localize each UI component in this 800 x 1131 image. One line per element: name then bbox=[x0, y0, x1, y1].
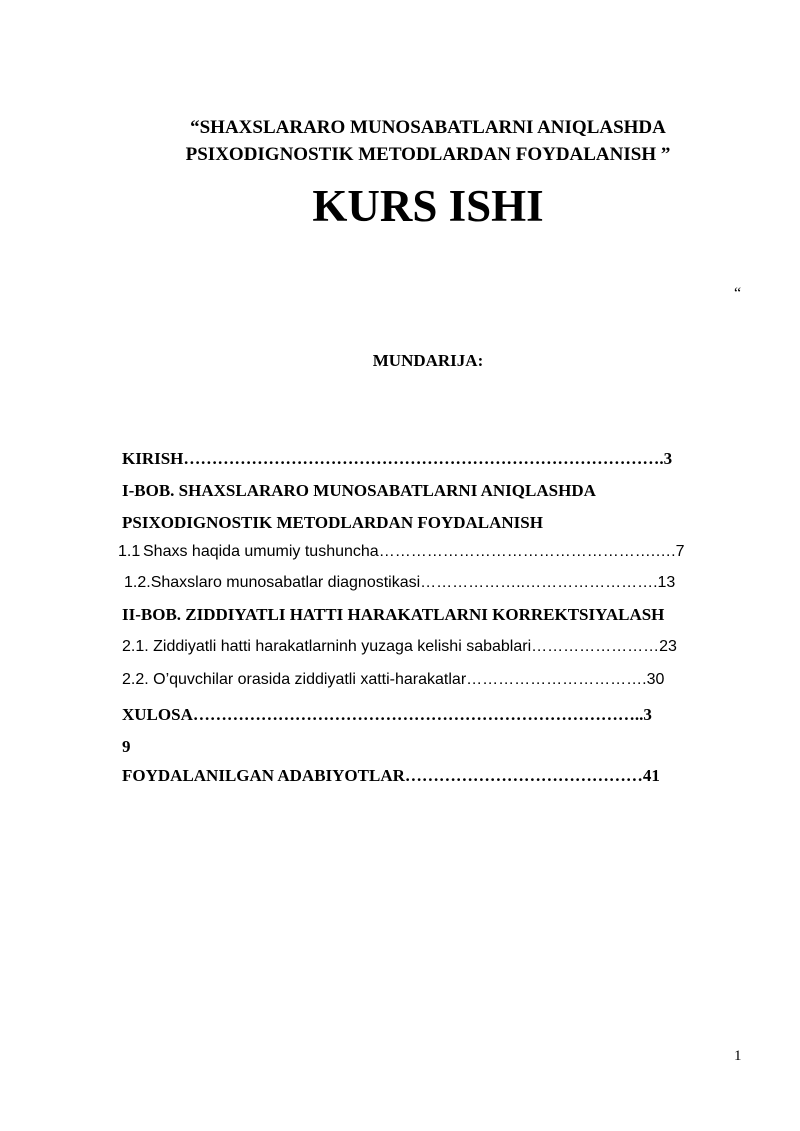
document-type-heading: KURS ISHI bbox=[312, 181, 544, 231]
toc-xulosa-wrap: 9 bbox=[122, 737, 131, 756]
page-number: 1 bbox=[734, 1048, 742, 1064]
toc-item-2-2: 2.2. O’quvchilar orasida ziddiyatli xatti-harakatlar…………………………….30 bbox=[122, 671, 665, 688]
toc-kirish: KIRISH………………………………………………………………………….3 bbox=[122, 449, 673, 468]
toc-bob1-line2: PSIXODIGNOSTIK METODLARDAN FOYDALANISH bbox=[122, 513, 543, 532]
toc-item-1-1-number: 1.1 bbox=[118, 543, 141, 560]
title-line-1: “SHAXSLARARO MUNOSABATLARNI ANIQLASHDA bbox=[190, 117, 666, 138]
toc-item-2-1: 2.1. Ziddiyatli hatti harakatlarninh yuzaga kelishi sabablari……………………23 bbox=[122, 638, 677, 655]
toc-adabiyotlar: FOYDALANILGAN ADABIYOTLAR……………………………………41 bbox=[122, 766, 660, 785]
toc-bob1-line1: I-BOB. SHAXSLARARO MUNOSABATLARNI ANIQLASHDA bbox=[122, 481, 596, 500]
toc-xulosa: XULOSA……………………………………………………………………..3 bbox=[122, 705, 652, 724]
toc-item-1-2: 1.2.Shaxslaro munosabatlar diagnostikasi………………..…………………….13 bbox=[124, 574, 676, 591]
stray-quote-mark: “ bbox=[734, 285, 742, 302]
contents-heading: MUNDARIJA: bbox=[372, 351, 484, 370]
toc-item-1-1: Shaxs haqida umumiy tushuncha…………………………………………….….7 bbox=[143, 543, 685, 560]
toc-bob2: II-BOB. ZIDDIYATLI HATTI HARAKATLARNI KORREKTSIYALASH bbox=[122, 605, 665, 624]
title-line-2: PSIXODIGNOSTIK METODLARDAN FOYDALANISH ” bbox=[185, 144, 671, 165]
